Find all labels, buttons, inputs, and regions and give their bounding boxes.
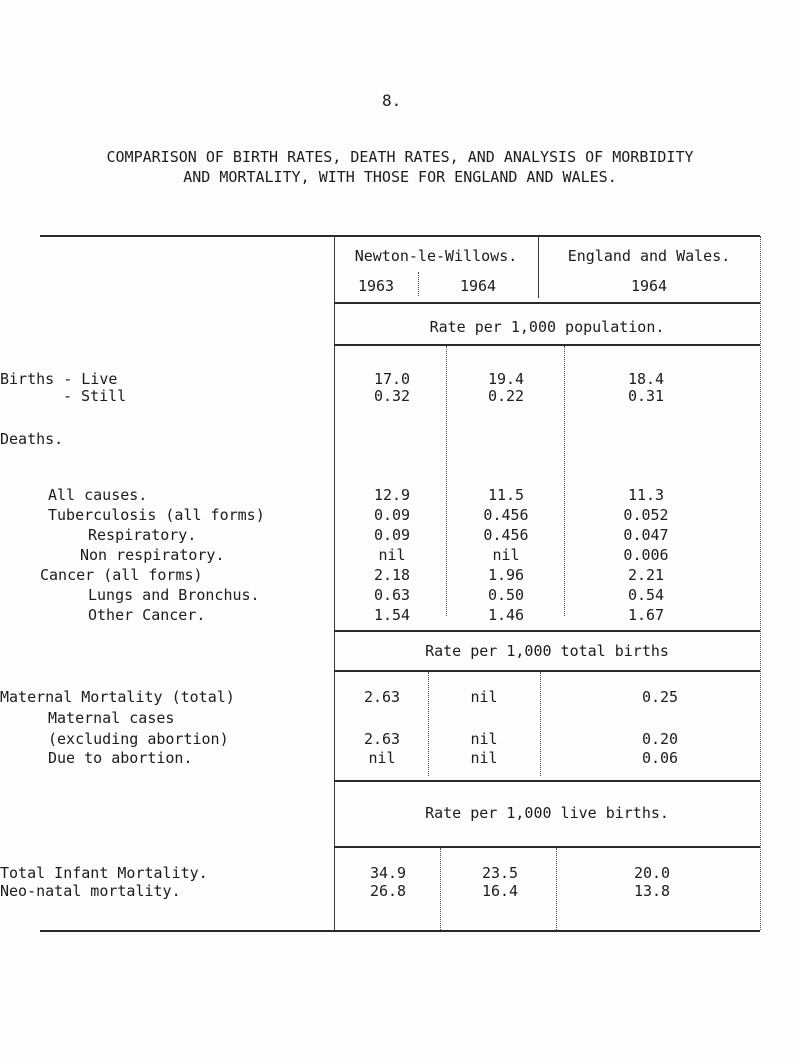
row-cancer: Cancer (all forms) [40,566,203,584]
page-number: 8. [382,91,402,110]
row-all-causes: All causes. [48,486,148,504]
abortion-ew: 0.06 [641,749,679,767]
row-due-to-abortion: Due to abortion. [48,749,193,767]
row-maternal-cases-1: Maternal cases [48,709,175,727]
neo-natal-1964: 16.4 [481,882,519,900]
infant-total-1963: 34.9 [369,864,407,882]
all-causes-1963: 12.9 [373,486,411,504]
header-ew-year-1964: 1964 [630,277,668,295]
rule-maternal-bottom [334,670,760,672]
tuberculosis-1963: 0.09 [373,506,411,524]
births-still-1964: 0.22 [487,387,525,405]
births-live-1963: 17.0 [373,370,411,388]
abortion-1964: nil [470,749,498,767]
all-causes-ew: 11.3 [627,486,665,504]
rate-per-total-births-label: Rate per 1,000 total births [425,642,669,660]
respiratory-1964: 0.456 [483,526,529,544]
births-still-label: - Still [63,387,127,405]
row-tuberculosis: Tuberculosis (all forms) [48,506,265,524]
other-cancer-1963: 1.54 [373,606,411,624]
maternal-cases-ew: 0.20 [641,730,679,748]
births-still-ew: 0.31 [627,387,665,405]
table-right-edge [760,236,761,930]
table-top-rule [40,235,760,237]
non-respiratory-1964: nil [492,546,520,564]
rule-population-top [334,302,760,304]
lungs-bronchus-ew: 0.54 [627,586,665,604]
page-title-line-1: COMPARISON OF BIRTH RATES, DEATH RATES, AND ANALYSIS OF MORBIDITY [106,148,694,166]
infant-total-ew: 20.0 [633,864,671,882]
respiratory-1963: 0.09 [373,526,411,544]
maternal-total-1964: nil [470,688,498,706]
row-maternal-cases-2: (excluding abortion) [48,730,229,748]
maternal-cases-1964: nil [470,730,498,748]
neo-natal-1963: 26.8 [369,882,407,900]
lungs-bronchus-1964: 0.50 [487,586,525,604]
header-local-area: Newton-le-Willows. [354,247,518,265]
non-respiratory-1963: nil [378,546,406,564]
header-england-wales: England and Wales. [567,247,731,265]
row-total-infant-mortality: Total Infant Mortality. [0,864,208,882]
cancer-ew: 2.21 [627,566,665,584]
rule-infant-bottom [334,846,760,848]
all-causes-1964: 11.5 [487,486,525,504]
lungs-bronchus-1963: 0.63 [373,586,411,604]
rule-population-bottom [334,344,760,346]
rule-infant-top [334,780,760,782]
row-maternal-total: Maternal Mortality (total) [0,688,235,706]
births-live-label: Births - Live [0,370,118,388]
abortion-1963: nil [368,749,396,767]
row-lungs-bronchus: Lungs and Bronchus. [88,586,260,604]
tuberculosis-ew: 0.052 [623,506,669,524]
row-neo-natal-mortality: Neo-natal mortality. [0,882,181,900]
respiratory-ew: 0.047 [623,526,669,544]
row-other-cancer: Other Cancer. [88,606,206,624]
cancer-1963: 2.18 [373,566,411,584]
rule-maternal-top [334,630,760,632]
rate-per-live-births-label: Rate per 1,000 live births. [425,804,669,822]
tuberculosis-1964: 0.456 [483,506,529,524]
header-year-1963: 1963 [357,277,395,295]
infant-total-1964: 23.5 [481,864,519,882]
rate-per-population-label: Rate per 1,000 population. [429,318,665,336]
neo-natal-ew: 13.8 [633,882,671,900]
row-non-respiratory: Non respiratory. [80,546,225,564]
header-year-1964: 1964 [459,277,497,295]
other-cancer-1964: 1.46 [487,606,525,624]
births-still-1963: 0.32 [373,387,411,405]
maternal-cases-1963: 2.63 [363,730,401,748]
maternal-total-1963: 2.63 [363,688,401,706]
births-live-ew: 18.4 [627,370,665,388]
non-respiratory-ew: 0.006 [623,546,669,564]
births-live-1964: 19.4 [487,370,525,388]
other-cancer-ew: 1.67 [627,606,665,624]
maternal-total-ew: 0.25 [641,688,679,706]
row-respiratory: Respiratory. [88,526,197,544]
page-title-line-2: AND MORTALITY, WITH THOSE FOR ENGLAND AND WALES. [183,168,617,186]
table-bottom-rule [40,930,760,932]
deaths-label: Deaths. [0,430,64,448]
cancer-1964: 1.96 [487,566,525,584]
